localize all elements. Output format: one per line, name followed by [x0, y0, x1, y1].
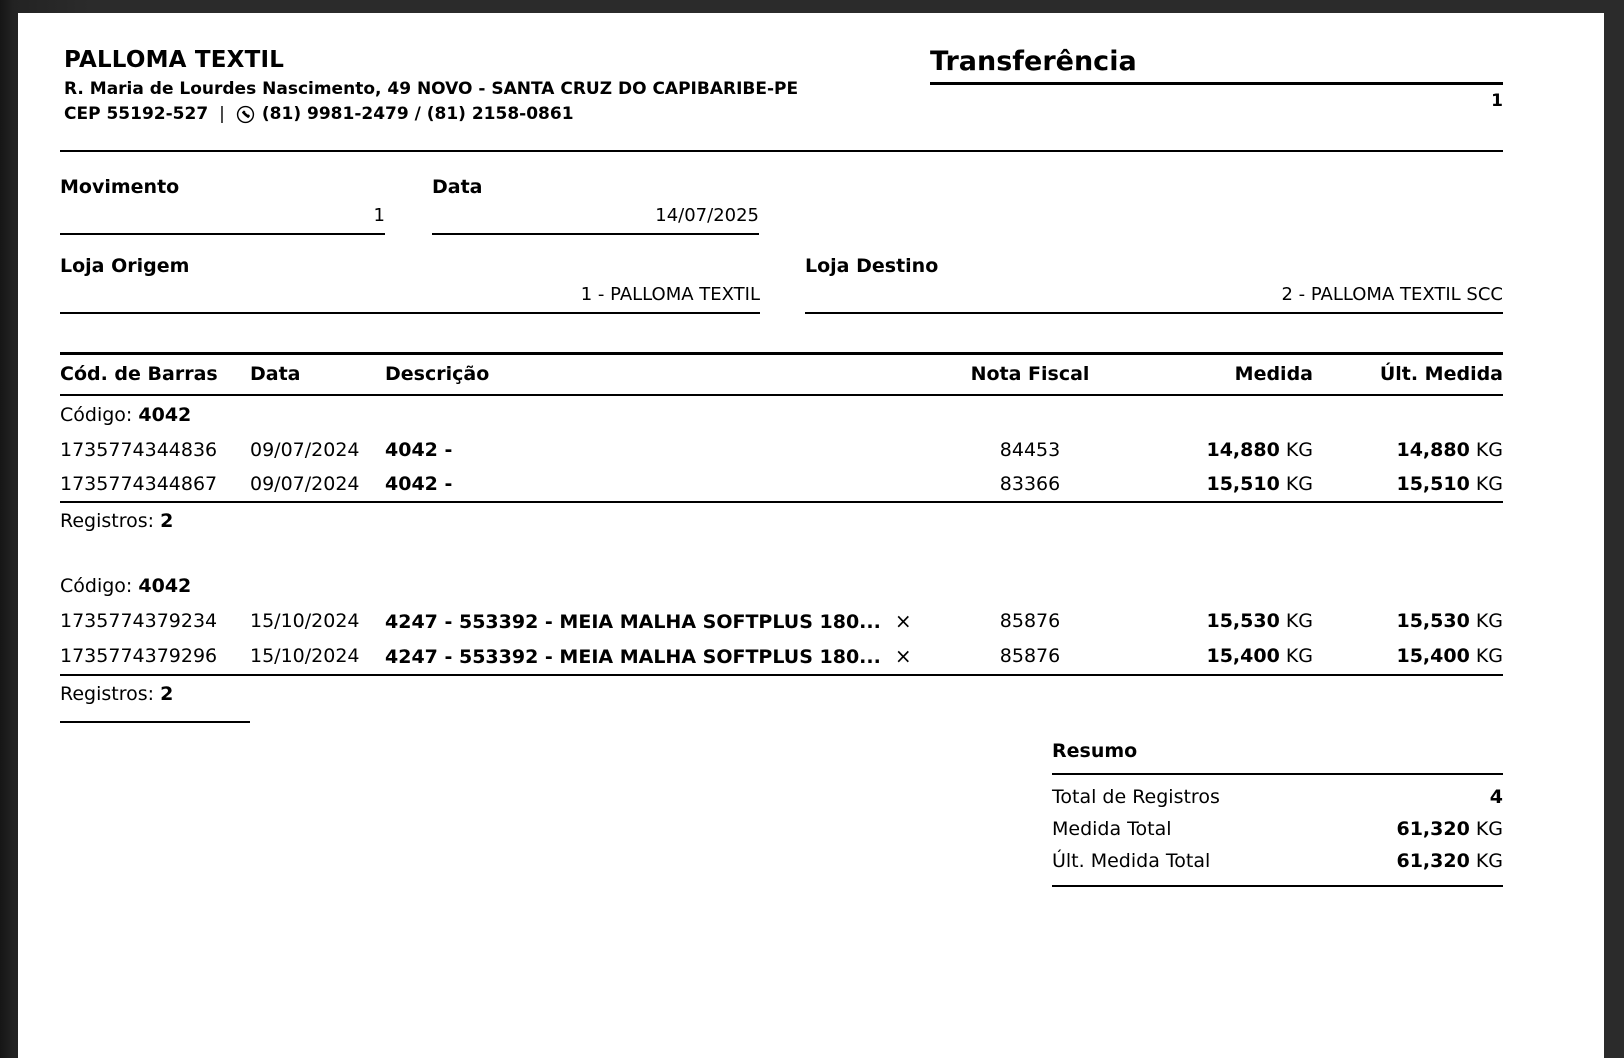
company-header — [64, 45, 798, 125]
cell-medida: 15,400 KG — [1206, 645, 1313, 667]
field-label: Loja Destino — [805, 255, 939, 277]
field-label: Movimento — [60, 176, 180, 198]
company-address: R. Maria de Lourdes Nascimento, 49 NOVO - SANTA CRUZ DO CAPIBARIBE-PE — [64, 79, 799, 99]
field-loja-destino — [805, 254, 1503, 314]
transfer-table — [60, 352, 1503, 712]
field-loja-origem — [60, 254, 760, 314]
cell-barcode: 1735774344836 — [60, 439, 218, 461]
cell-nota-fiscal: 85876 — [999, 610, 1061, 632]
field-movimento — [60, 175, 385, 235]
table-row — [60, 639, 1503, 674]
separator-bar: | — [219, 104, 225, 124]
field-value: 1 - PALLOMA TEXTIL — [60, 284, 760, 314]
report-page — [18, 13, 1604, 1058]
resumo-rows — [1052, 775, 1503, 887]
cell-medida: 15,510 KG — [1206, 473, 1313, 495]
company-name: PALLOMA TEXTIL — [64, 47, 285, 73]
cell-description: 4042 - — [385, 439, 453, 461]
field-value: 2 - PALLOMA TEXTIL SCC — [805, 284, 1503, 314]
cell-ult-medida: 15,510 KG — [1396, 473, 1503, 495]
field-value: 14/07/2025 — [432, 205, 759, 235]
registros-count: 2 — [160, 510, 174, 532]
group-code-label: Código: 4042 — [60, 575, 192, 597]
cell-nota-fiscal: 85876 — [999, 645, 1061, 667]
field-data — [432, 175, 759, 235]
col-header-descricao: Descrição — [385, 363, 490, 385]
col-header-cod-barras: Cód. de Barras — [60, 363, 218, 385]
table-group — [60, 396, 1503, 539]
group-registros: Registros: 2 — [60, 510, 174, 532]
cell-ult-medida: 15,400 KG — [1396, 645, 1503, 667]
company-phones: (81) 9981-2479 / (81) 2158-0861 — [261, 104, 574, 124]
x-mark: × — [894, 644, 912, 668]
cell-description: 4247 - 553392 - MEIA MALHA SOFTPLUS 180... × — [385, 609, 912, 633]
registros-count: 2 — [160, 683, 174, 705]
cell-barcode: 1735774379234 — [60, 610, 218, 632]
group-code-value: 4042 — [138, 404, 192, 426]
company-contact — [64, 103, 798, 125]
header-divider — [60, 150, 1503, 152]
col-header-medida: Medida — [1234, 363, 1313, 385]
cell-ult-medida: 14,880 KG — [1396, 439, 1503, 461]
resumo-title: Resumo — [1052, 739, 1503, 775]
cell-date: 15/10/2024 — [250, 610, 360, 632]
cell-date: 09/07/2024 — [250, 439, 360, 461]
cell-nota-fiscal: 84453 — [999, 439, 1061, 461]
table-group — [60, 567, 1503, 712]
cell-date: 09/07/2024 — [250, 473, 360, 495]
title-block — [930, 46, 1503, 111]
cell-medida: 14,880 KG — [1206, 439, 1313, 461]
resumo-row-total-registros: Total de Registros 4 — [1052, 786, 1503, 808]
field-label: Data — [432, 176, 483, 198]
page-number: 1 — [1491, 91, 1503, 111]
table-row — [60, 467, 1503, 501]
company-cep: CEP 55192-527 — [64, 104, 209, 124]
col-header-ult-medida: Últ. Medida — [1379, 363, 1503, 385]
group-registros: Registros: 2 — [60, 683, 174, 705]
x-mark: × — [894, 609, 912, 633]
table-row — [60, 604, 1503, 639]
col-header-data: Data — [250, 363, 301, 385]
table-header-row — [60, 352, 1503, 396]
group-code-label: Código: 4042 — [60, 404, 192, 426]
document-title: Transferência — [930, 46, 1503, 85]
field-value: 1 — [60, 205, 385, 235]
cell-barcode: 1735774344867 — [60, 473, 218, 495]
cell-description: 4042 - — [385, 473, 453, 495]
table-row — [60, 433, 1503, 467]
col-header-nota-fiscal: Nota Fiscal — [970, 363, 1090, 385]
cell-description: 4247 - 553392 - MEIA MALHA SOFTPLUS 180... × — [385, 644, 912, 668]
cell-barcode: 1735774379296 — [60, 645, 218, 667]
resumo-row-ult-medida-total: Últ. Medida Total 61,320 KG — [1052, 850, 1503, 872]
phone-icon — [236, 105, 255, 124]
group-code-value: 4042 — [138, 575, 192, 597]
field-label: Loja Origem — [60, 255, 190, 277]
signature-line — [60, 721, 250, 723]
resumo-row-medida-total: Medida Total 61,320 KG — [1052, 818, 1503, 840]
resumo-box — [1052, 739, 1503, 887]
cell-medida: 15,530 KG — [1206, 610, 1313, 632]
cell-nota-fiscal: 83366 — [999, 473, 1061, 495]
cell-ult-medida: 15,530 KG — [1396, 610, 1503, 632]
cell-date: 15/10/2024 — [250, 645, 360, 667]
